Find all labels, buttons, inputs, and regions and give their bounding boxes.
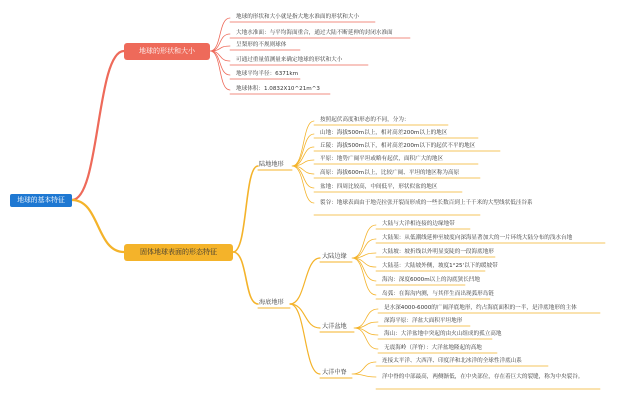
connector-ridge-items <box>352 362 376 377</box>
root-topic[interactable]: 地球的基本特征 <box>10 194 72 207</box>
topic-mid-ocean-ridge[interactable]: 大洋中脊 <box>322 369 347 376</box>
land-item[interactable]: 平原：地势广阔平坦或略有起伏，面积广大的地区 <box>320 156 444 162</box>
land-item[interactable]: 盆地：四周比较高，中间低平，形状似盆的地区 <box>320 184 438 190</box>
basin-item[interactable]: 无震海岭（洋脊）：大洋盆地隆起的高地 <box>384 345 482 351</box>
topic-continental-margin[interactable]: 大陆边缘 <box>322 253 347 260</box>
connector-land-items <box>292 121 314 203</box>
topic-seafloor-relief[interactable]: 海底地形 <box>259 299 284 306</box>
shape-item[interactable]: 地球的形状和大小就是指大地水准面的形状和大小 <box>236 14 360 20</box>
topic-land-relief[interactable]: 陆地地形 <box>259 161 284 168</box>
connector-margin-items <box>352 225 376 295</box>
connector-root-shape <box>72 51 124 200</box>
basin-item[interactable]: 是水深4000-6000的广阔洋底地形，约占海底面积的一半，是洋底地形的主体 <box>384 305 577 311</box>
basin-item[interactable]: 深海平原：洋盆大面积平坦地形 <box>384 318 463 324</box>
topic-shape-size[interactable]: 地球的形状和大小 <box>124 43 210 60</box>
margin-item[interactable]: 大陆架：从低潮线延伸至坡度向深海显著加大的一片环绕大陆分布的浅水台地 <box>382 235 573 241</box>
margin-item[interactable]: 大陆坡：坡折线以外明显变陡的一段海底地形 <box>382 249 494 255</box>
land-item[interactable]: 高原：海拔600m以上，比较广阔、平坦的地区称为高原 <box>320 170 460 176</box>
shape-item[interactable]: 地球体积：1.0832X10^21m^3 <box>236 86 320 92</box>
connector-shape-items <box>210 18 230 90</box>
land-item[interactable]: 丘陵：海拔500m以下，相对高差200m以下的起伏不平的地区 <box>320 143 476 149</box>
margin-item[interactable]: 岛弧：在海沟内测，与其伴生而出现弧形岛链 <box>382 291 494 297</box>
connector-ocean-basin <box>290 304 320 328</box>
shape-item[interactable]: 大地水准面：与平均海面重合，通过大陆不断延伸的封闭水准面 <box>236 30 393 36</box>
land-item[interactable]: 按照起伏高度和形态的不同，分为： <box>320 117 410 123</box>
land-item[interactable]: 山地：海拔500m以上，相对高差200m以上的地区 <box>320 130 448 136</box>
connector-basin-items <box>354 309 378 349</box>
basin-item[interactable]: 海山：大洋盆地中突起的由火山组成的孤立高地 <box>384 331 502 337</box>
margin-item[interactable]: 海沟：深度6000m以上的沟底狭长凹地 <box>382 277 480 283</box>
topic-ocean-basin[interactable]: 大洋盆地 <box>322 323 347 330</box>
shape-item[interactable]: 地球平均半径：6371km <box>236 71 299 77</box>
land-item[interactable]: 裂谷：地球表面由于地壳拉张开裂而形成的一些长数百到上千千米的大型线状低洼谷系 <box>320 200 533 206</box>
connector-ocean-ridge <box>290 304 320 374</box>
topic-surface-relief[interactable]: 固体地球表面的形态特征 <box>124 244 233 261</box>
connector-root-relief <box>72 200 124 252</box>
margin-item[interactable]: 大陆与大洋相连接的边缘地带 <box>382 221 455 227</box>
ridge-item[interactable]: 洋中脊的中部最高，两侧渐低，在中央部位，存在着巨大的裂缝，称为中央裂谷。 <box>382 374 584 380</box>
connector-ocean-margin <box>290 258 320 304</box>
connector-relief-ocean <box>233 252 258 304</box>
margin-item[interactable]: 大陆基：大陆坡外侧，坡度1°25'以下的缓坡带 <box>382 263 498 269</box>
connector-relief-land <box>233 166 258 252</box>
ridge-item[interactable]: 连接太平洋、大西洋、印度洋和北冰洋的全球性洋底山系 <box>382 358 522 364</box>
shape-item[interactable]: 可通过重量值测量来确定地球的形状和大小 <box>236 57 343 63</box>
shape-item[interactable]: 呈梨形的不规则球体 <box>236 42 287 48</box>
